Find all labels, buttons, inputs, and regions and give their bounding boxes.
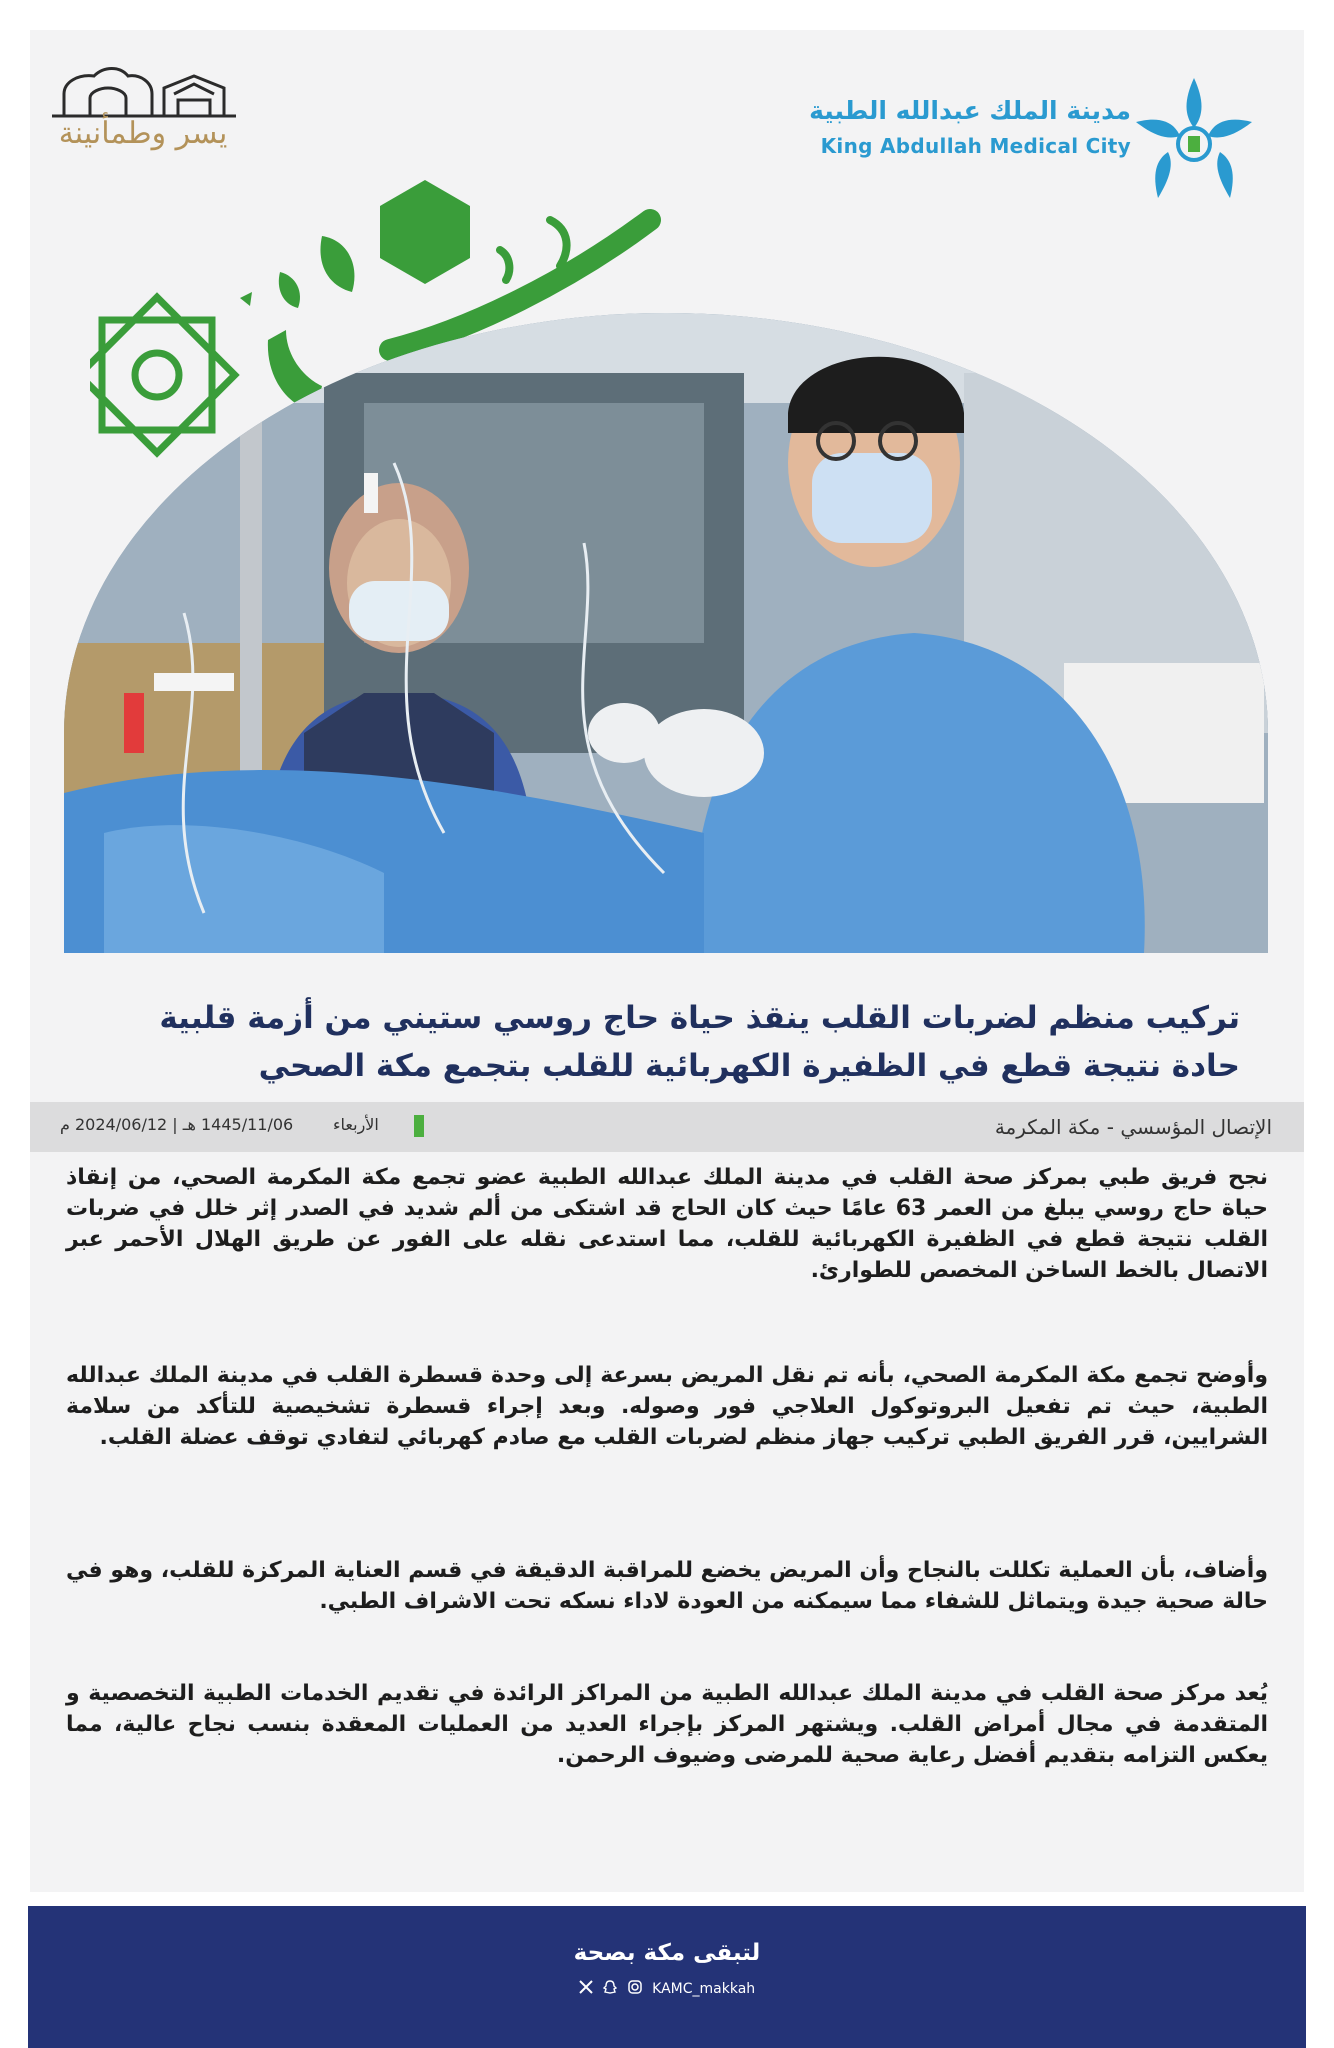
article-headline: تركيب منظم لضربات القلب ينقذ حياة حاج روسي ستيني من أزمة قلبية حادة نتيجة قطع في الظفيرة الكهربائية للقلب بتجمع مكة الصحي — [159, 1000, 1240, 1084]
news-card — [30, 30, 1304, 1892]
footer — [28, 1906, 1306, 2048]
kamc-star-logo-icon — [1124, 70, 1264, 210]
instagram-icon[interactable] — [628, 1980, 642, 1998]
slogan-text: يسر وطمأنينة — [58, 116, 228, 151]
paragraph-2: وأوضح تجمع مكة المكرمة الصحي، بأنه تم نقل المريض بسرعة إلى وحدة قسطرة القلب في مدينة الملك عبدالله الطبية، حيث تم تفعيل البروتوكول العلاجي فور وصوله. وبعد إجراء قسطرة تشخيصية للتأكد من سلامة الشرايين، قرر الفريق الطبي تركيب جهاز منظم لضربات القلب مع صادم كهربائي لتفادي توقف عضلة القلب. — [66, 1363, 1268, 1450]
paragraph-4: يُعد مركز صحة القلب في مدينة الملك عبدالله الطبية من المراكز الرائدة في تقديم الخدمات الطبية التخصصية و المتقدمة في مجال أمراض القلب. ويشتهر المركز بإجراء العديد من العمليات المعقدة بنسب نجاح عالية، مما يعكس التزامه بتقديم أفضل رعاية صحية للمرضى وضيوف الرحمن. — [66, 1681, 1268, 1768]
paragraph-3: وأضاف، بأن العملية تكللت بالنجاح وأن المريض يخضع للمراقبة الدقيقة في قسم العناية المركزة للقلب، وهو في حالة صحية جيدة ويتماثل للشفاء مما سيمكنه من العودة لاداء نسكه تحت الاشراف الطبي. — [66, 1558, 1268, 1614]
snapchat-icon[interactable] — [603, 1980, 617, 1998]
brand-name-english: King Abdullah Medical City — [820, 134, 1131, 158]
meta-source: الإتصال المؤسسي - مكة المكرمة — [994, 1115, 1272, 1139]
meta-marker — [414, 1115, 424, 1137]
x-icon[interactable] — [579, 1980, 593, 1998]
social-handle[interactable]: KAMC_makkah — [652, 1981, 756, 1997]
meta-bar — [30, 1102, 1304, 1152]
meta-date: 1445/11/06 هـ | 2024/06/12 م — [60, 1115, 294, 1134]
footer-social — [28, 1980, 1306, 1998]
footer-slogan: لتبقى مكة بصحة — [573, 1940, 761, 1966]
brand-name-arabic: مدينة الملك عبدالله الطبية — [809, 96, 1131, 125]
meta-day: الأربعاء — [333, 1115, 379, 1134]
paragraph-1: نجح فريق طبي بمركز صحة القلب في مدينة الملك عبدالله الطبية عضو تجمع مكة المكرمة الصحي، من إنقاذ حياة حاج روسي يبلغ من العمر 63 عامًا حيث كان الحاج قد اشتكى من ألم شديد في الصدر إثر خلل في ضربات القلب نتيجة قطع في الظفيرة الكهربائية للقلب، مما استدعى نقله على الفور عن طريق الهلال الأحمر عبر الاتصال بالخط الساخن المخصص للطوارئ. — [66, 1165, 1268, 1283]
